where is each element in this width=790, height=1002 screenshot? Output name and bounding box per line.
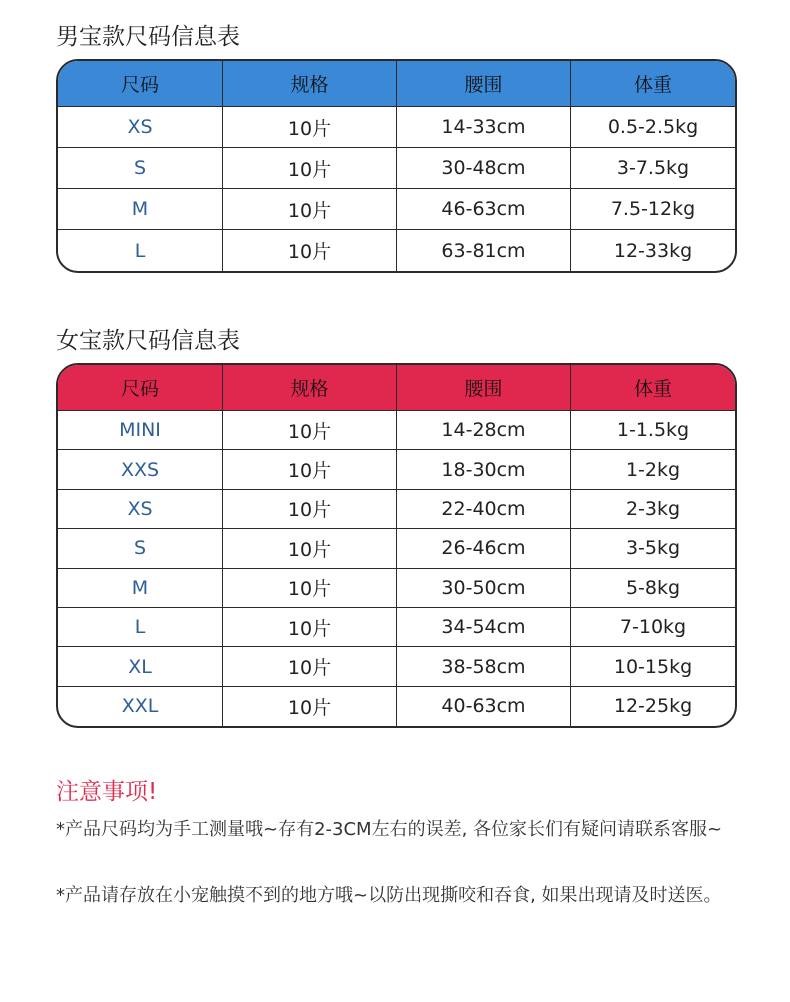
cell-weight: 12-33kg [613,239,693,262]
header-cell-waist: 腰围 [397,61,571,106]
header-cell-size: 尺码 [58,365,223,410]
cell-weight: 5-8kg [625,576,681,599]
cell-pack: 10片 [223,230,397,271]
cell-pack: 10片 [223,189,397,229]
header-cell-weight: 体重 [633,378,672,400]
cell-waist: 22-40cm [397,490,571,528]
cell-weight: 1-1.5kg [616,419,690,442]
cell-waist: 40-63cm [397,687,571,726]
table-row [58,148,735,189]
cell-pack: 10片 [223,411,397,449]
cell-weight: 7-10kg [619,616,687,639]
table-row [58,411,735,450]
cell-size: XS [58,490,223,528]
cell-waist: 63-81cm [397,230,571,271]
cell-waist: 14-33cm [397,107,571,147]
female-size-table [56,363,737,728]
cell-size: M [58,569,223,607]
table-row [58,490,735,529]
cell-pack: 10片 [223,569,397,607]
notice-item: *产品请存放在小宠触摸不到的地方哦~以防出现撕咬和吞食, 如果出现请及时送医。 [56,885,722,906]
table-row [58,687,735,726]
cell-weight: 0.5-2.5kg [607,116,699,138]
cell-pack: 10片 [223,490,397,528]
cell-pack: 10片 [223,529,397,567]
table-row [58,189,735,230]
cell-size: XS [58,107,223,147]
cell-weight: 3-7.5kg [616,157,690,179]
cell-waist: 46-63cm [397,189,571,229]
notice-item: *产品尺码均为手工测量哦~存有2-3CM左右的误差, 各位家长们有疑问请联系客服~ [56,819,723,840]
table-row [58,107,735,148]
table-header-row [58,365,735,411]
cell-size: S [58,148,223,188]
cell-size: XL [58,647,223,685]
cell-waist: 38-58cm [397,647,571,685]
table-row [58,529,735,568]
table-row [58,450,735,489]
cell-pack: 10片 [223,107,397,147]
cell-size: L [58,608,223,646]
female-size-table-title: 女宝款尺码信息表 [56,328,240,354]
header-cell-pack: 规格 [223,365,397,410]
cell-waist: 30-50cm [397,569,571,607]
cell-size: S [58,529,223,567]
cell-waist: 34-54cm [397,608,571,646]
cell-weight: 7.5-12kg [610,198,696,220]
cell-weight: 10-15kg [613,655,693,678]
table-row [58,647,735,686]
cell-pack: 10片 [223,647,397,685]
table-row [58,230,735,271]
cell-pack: 10片 [223,450,397,488]
cell-waist: 14-28cm [397,411,571,449]
cell-waist: 18-30cm [397,450,571,488]
header-cell-size: 尺码 [58,61,223,106]
table-header-row [58,61,735,107]
notice-title: 注意事项! [56,779,158,805]
cell-size: M [58,189,223,229]
cell-weight: 2-3kg [625,497,681,520]
cell-pack: 10片 [223,687,397,726]
cell-waist: 26-46cm [397,529,571,567]
header-cell-waist: 腰围 [397,365,571,410]
header-cell-weight: 体重 [633,74,672,96]
male-size-table-title: 男宝款尺码信息表 [56,24,240,50]
cell-pack: 10片 [223,148,397,188]
table-row [58,608,735,647]
cell-size: MINI [58,411,223,449]
male-size-table [56,59,737,273]
header-cell-pack: 规格 [223,61,397,106]
cell-size: L [58,230,223,271]
table-row [58,569,735,608]
cell-weight: 1-2kg [625,458,681,481]
cell-pack: 10片 [223,608,397,646]
cell-weight: 12-25kg [613,695,693,718]
cell-weight: 3-5kg [625,537,681,560]
cell-size: XXS [58,450,223,488]
cell-waist: 30-48cm [397,148,571,188]
cell-size: XXL [58,687,223,726]
